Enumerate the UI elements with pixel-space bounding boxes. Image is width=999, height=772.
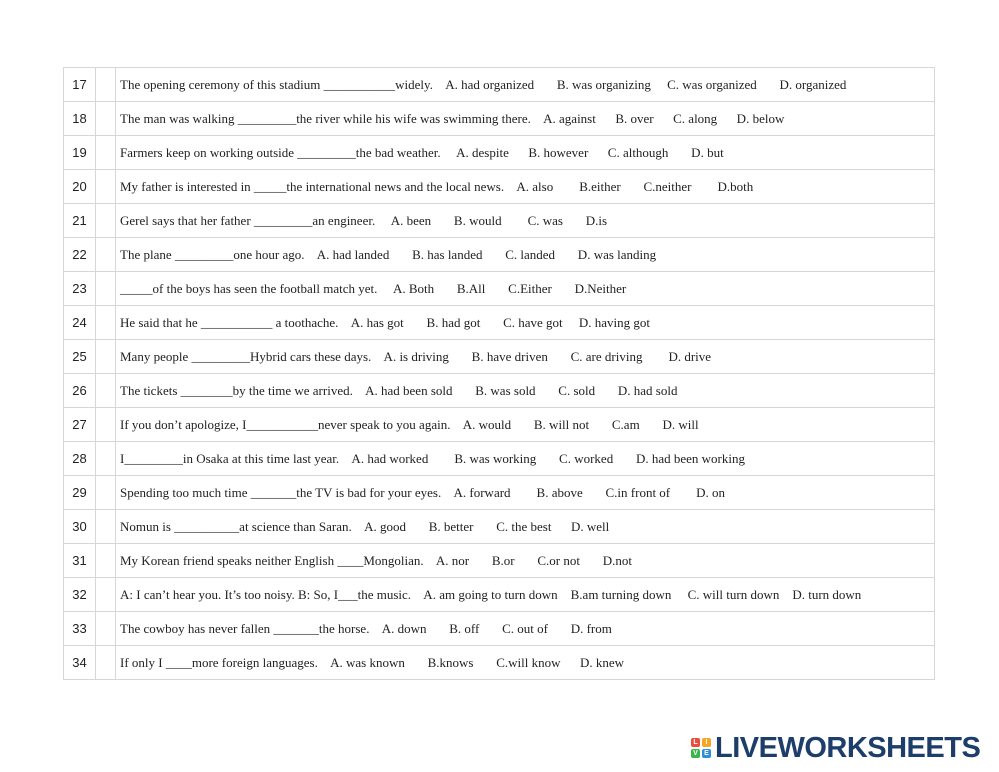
answer-cell[interactable]	[96, 510, 116, 544]
question-number: 24	[64, 306, 96, 340]
logo-square: I	[702, 738, 711, 747]
answer-cell[interactable]	[96, 578, 116, 612]
question-text: Many people _________Hybrid cars these days. A. is driving B. have driven C. are driving D. drive	[116, 340, 935, 374]
question-number: 32	[64, 578, 96, 612]
logo-square: L	[691, 738, 700, 747]
question-number: 25	[64, 340, 96, 374]
question-text: Gerel says that her father _________an engineer. A. been B. would C. was D.is	[116, 204, 935, 238]
worksheet-table	[63, 67, 935, 680]
question-row	[64, 408, 935, 442]
question-number: 23	[64, 272, 96, 306]
question-number: 20	[64, 170, 96, 204]
question-rows	[64, 68, 935, 680]
answer-cell[interactable]	[96, 612, 116, 646]
question-row	[64, 646, 935, 680]
question-text: The opening ceremony of this stadium ___________widely. A. had organized B. was organizing C. was organized D. organized	[116, 68, 935, 102]
question-number: 33	[64, 612, 96, 646]
answer-cell[interactable]	[96, 68, 116, 102]
question-row	[64, 544, 935, 578]
answer-cell[interactable]	[96, 306, 116, 340]
logo-mark-icon	[691, 738, 711, 758]
question-number: 29	[64, 476, 96, 510]
question-number: 21	[64, 204, 96, 238]
question-text: If only I ____more foreign languages. A. was known B.knows C.will know D. knew	[116, 646, 935, 680]
question-number: 34	[64, 646, 96, 680]
question-row	[64, 476, 935, 510]
question-row	[64, 68, 935, 102]
logo-text: LIVEWORKSHEETS	[715, 731, 981, 764]
question-text: Farmers keep on working outside _________the bad weather. A. despite B. however C. although D. but	[116, 136, 935, 170]
question-number: 22	[64, 238, 96, 272]
question-row	[64, 204, 935, 238]
question-number: 18	[64, 102, 96, 136]
question-row	[64, 136, 935, 170]
question-text: A: I can’t hear you. It’s too noisy. B: So, I___the music. A. am going to turn down B.am turning down C. will turn down D. turn down	[116, 578, 935, 612]
answer-cell[interactable]	[96, 340, 116, 374]
question-text: I_________in Osaka at this time last year. A. had worked B. was working C. worked D. had been working	[116, 442, 935, 476]
question-text: The cowboy has never fallen _______the horse. A. down B. off C. out of D. from	[116, 612, 935, 646]
logo-square: E	[702, 749, 711, 758]
question-text: If you don’t apologize, I___________never speak to you again. A. would B. will not C.am D. will	[116, 408, 935, 442]
answer-cell[interactable]	[96, 374, 116, 408]
question-text: The plane _________one hour ago. A. had landed B. has landed C. landed D. was landing	[116, 238, 935, 272]
question-text: He said that he ___________ a toothache. A. has got B. had got C. have got D. having got	[116, 306, 935, 340]
answer-cell[interactable]	[96, 646, 116, 680]
question-text: My Korean friend speaks neither English ____Mongolian. A. nor B.or C.or not D.not	[116, 544, 935, 578]
question-number: 28	[64, 442, 96, 476]
answer-cell[interactable]	[96, 102, 116, 136]
answer-cell[interactable]	[96, 476, 116, 510]
answer-cell[interactable]	[96, 170, 116, 204]
question-row	[64, 340, 935, 374]
question-row	[64, 306, 935, 340]
question-number: 31	[64, 544, 96, 578]
question-row	[64, 170, 935, 204]
logo-square: V	[691, 749, 700, 758]
answer-cell[interactable]	[96, 442, 116, 476]
answer-cell[interactable]	[96, 544, 116, 578]
question-text: The tickets ________by the time we arrived. A. had been sold B. was sold C. sold D. had sold	[116, 374, 935, 408]
question-text: The man was walking _________the river while his wife was swimming there. A. against B. over C. along D. below	[116, 102, 935, 136]
answer-cell[interactable]	[96, 136, 116, 170]
question-text: _____of the boys has seen the football match yet. A. Both B.All C.Either D.Neither	[116, 272, 935, 306]
question-row	[64, 510, 935, 544]
question-number: 17	[64, 68, 96, 102]
question-row	[64, 102, 935, 136]
question-row	[64, 442, 935, 476]
answer-cell[interactable]	[96, 408, 116, 442]
question-number: 27	[64, 408, 96, 442]
liveworksheets-logo	[691, 733, 980, 763]
answer-cell[interactable]	[96, 238, 116, 272]
question-text: Nomun is __________at science than Saran. A. good B. better C. the best D. well	[116, 510, 935, 544]
question-row	[64, 238, 935, 272]
question-row	[64, 374, 935, 408]
question-row	[64, 272, 935, 306]
answer-cell[interactable]	[96, 272, 116, 306]
question-number: 26	[64, 374, 96, 408]
question-number: 19	[64, 136, 96, 170]
question-row	[64, 612, 935, 646]
question-text: Spending too much time _______the TV is bad for your eyes. A. forward B. above C.in front of D. on	[116, 476, 935, 510]
question-number: 30	[64, 510, 96, 544]
question-text: My father is interested in _____the international news and the local news. A. also B.either C.neither D.both	[116, 170, 935, 204]
answer-cell[interactable]	[96, 204, 116, 238]
question-row	[64, 578, 935, 612]
